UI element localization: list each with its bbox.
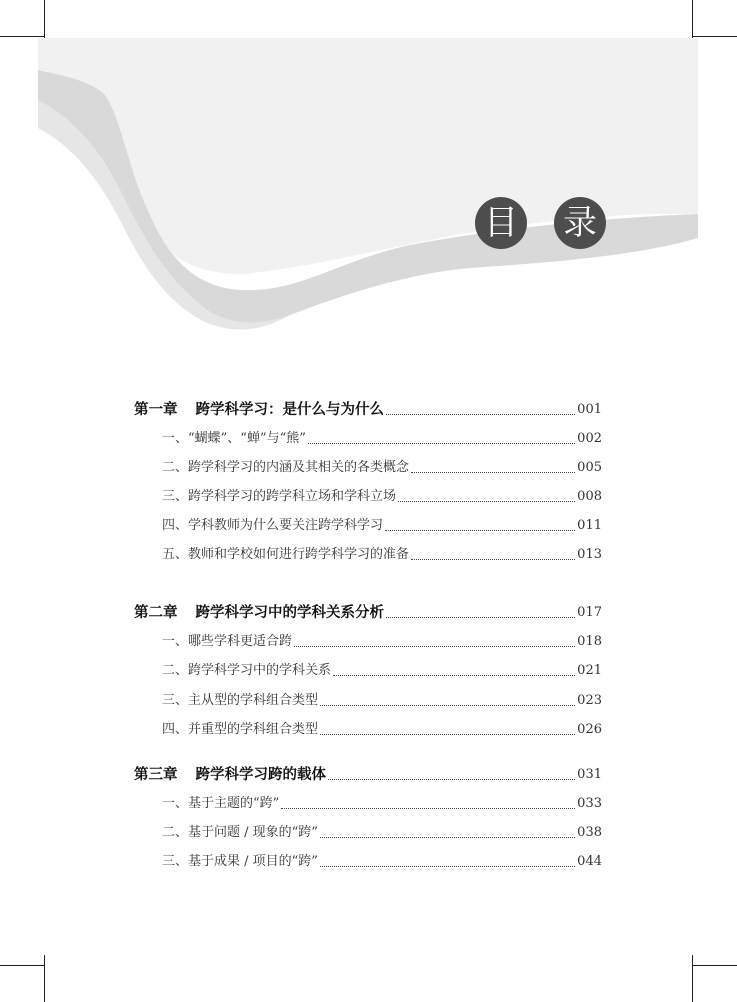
section-title: 一、哪些学科更适合跨 [162,634,293,649]
chapter-title: 跨学科学习：是什么与为什么 [195,401,384,418]
toc-section-row[interactable] [162,691,602,711]
page-number: 044 [577,854,602,869]
section-title: 二、跨学科学习中的学科关系 [162,663,332,678]
page-number: 026 [577,722,602,737]
page-number: 023 [577,693,602,708]
dot-leader [320,866,575,867]
toc-section-row[interactable] [162,487,602,507]
dot-leader [328,779,575,780]
page-number: 005 [577,460,602,475]
dot-leader [320,837,575,838]
page-number: 002 [577,431,602,446]
toc-section-row[interactable] [162,429,602,449]
dot-leader [333,675,575,676]
toc-chapter-row[interactable] [134,400,602,420]
toc-section-row[interactable] [162,458,602,478]
dot-leader [320,734,575,735]
dot-leader [398,501,575,502]
toc-section-row[interactable] [162,661,602,681]
dot-leader [294,646,575,647]
section-title: 二、跨学科学习的内涵及其相关的各类概念 [162,460,410,475]
toc-section-row[interactable] [162,794,602,814]
chapter-number: 第一章 [134,401,178,418]
toc-section-row[interactable] [162,545,602,565]
toc-section-row[interactable] [162,720,602,740]
dot-leader [411,472,575,473]
dot-leader [385,530,575,531]
page-number: 021 [577,663,602,678]
page-number: 013 [577,547,602,562]
page-number: 008 [577,489,602,504]
dot-leader [386,617,575,618]
section-title: 一、“蝴蝶”、“蝉”与“熊” [162,431,306,446]
toc-section-row[interactable] [162,823,602,843]
section-title: 四、并重型的学科组合类型 [162,722,319,737]
dot-leader [281,808,575,809]
toc-chapter-row[interactable] [134,765,602,785]
section-title: 二、基于问题 / 现象的“跨” [162,825,318,840]
page-number: 001 [577,402,602,417]
header-wave-decoration [0,0,737,340]
section-title: 三、基于成果 / 项目的“跨” [162,854,318,869]
page-number: 033 [577,796,602,811]
section-title: 五、教师和学校如何进行跨学科学习的准备 [162,547,410,562]
chapter-number: 第三章 [134,766,178,783]
page-number: 017 [577,605,602,620]
page-number: 011 [577,518,602,533]
toc-section-row[interactable] [162,516,602,536]
page-number: 018 [577,634,602,649]
dot-leader [411,559,575,560]
dot-leader [320,705,575,706]
title-char-lu: 录 [554,197,606,249]
section-title: 三、跨学科学习的跨学科立场和学科立场 [162,489,397,504]
page-number: 031 [577,767,602,782]
chapter-title: 跨学科学习中的学科关系分析 [195,604,384,621]
dot-leader [308,443,575,444]
toc-section-row[interactable] [162,632,602,652]
toc-section-row[interactable] [162,852,602,872]
dot-leader [386,414,575,415]
toc-chapter-row[interactable] [134,603,602,623]
page-number: 038 [577,825,602,840]
chapter-title: 跨学科学习跨的载体 [195,766,326,783]
section-title: 四、学科教师为什么要关注跨学科学习 [162,518,384,533]
chapter-number: 第二章 [134,604,178,621]
section-title: 一、基于主题的“跨” [162,796,280,811]
section-title: 三、主从型的学科组合类型 [162,693,319,708]
title-char-mu: 目 [475,197,527,249]
